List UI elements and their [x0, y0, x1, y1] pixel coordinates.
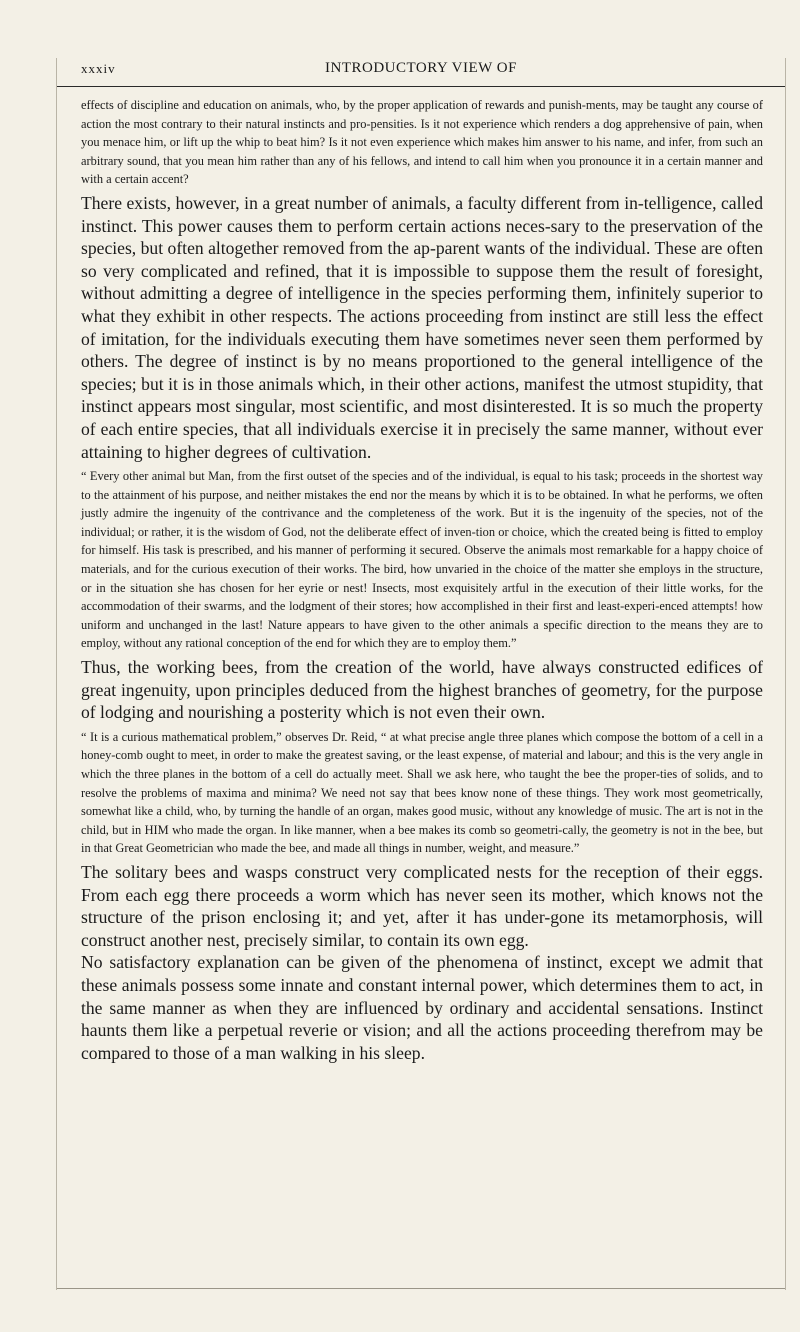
running-title: INTRODUCTORY VIEW OF	[325, 60, 517, 76]
page-header	[57, 58, 785, 87]
quotation-reid: “ It is a curious mathematical problem,” observes Dr. Reid, “ at what precise angle three planes which compose the bottom of a cell in a honey-comb ought to meet, in order to make the greatest saving, or the least expense, of material and labour; and this is the very angle in which the three planes in the bottom of a cell do actually meet. Shall we ask here, who taught the bee the proper-ties of solids, and to resolve the problems of maxima and minima? We need not say that bees know none of these things. They work most geometrically, somewhat like a child, who, by turning the handle of an organ, makes good music, without any knowledge of music. The art is not in the child, but in HIM who made the organ. In like manner, when a bee makes its comb so geometri-cally, the geometry is not in the bee, but in that Great Geometrician who made the bee, and made all things in number, weight, and measure.”	[81, 729, 763, 856]
quotation-every-animal: “ Every other animal but Man, from the first outset of the species and of the individual, is equal to his task; proceeds in the shortest way to the attainment of his purpose, and neither mistakes the end nor the means by which it is to be obtained. In what he performs, we often justly admire the ingenuity of the contrivance and the completeness of the work. But it is the ingenuity of the species, not of the individual; or rather, it is the wisdom of God, not the deliberate effect of inven-tion or choice, which the created being is fitted to employ for himself. His task is prescribed, and his manner of performing it secured. Observe the animals most remarkable for a happy choice of materials, and for the curious execution of their works. The bird, how unvaried in the choice of the matter she employs in the structure, or in the situation she has chosen for her eyrie or nest! Insects, most exquisitely artful in the execution of their little works, for the accommodation of their swarms, and the lodgment of their stores; how accomplished in their first and least-experi-enced attempts! how uniform and unchanged in the last! Nature appears to have given to the other animals a specific direction to the means they are to employ, without any rational conception of the end for which they are to employ them.”	[81, 469, 763, 651]
bottom-rule	[57, 1288, 785, 1289]
page-number: xxxiv	[81, 61, 116, 76]
page-body	[81, 96, 763, 1064]
paragraph-instinct: There exists, however, in a great number of animals, a faculty different from in-telligence, called instinct. This power causes them to perform certain actions neces-sary to the preservation of the species, but often altogether removed from the ap-parent wants of the individual. These are often so very complicated and refined, that it is impossible to suppose them the result of foresight, without admitting a degree of intelligence in the species performing them, infinitely superior to what they exhibit in other respects. The actions proceeding from instinct are still less the effect of imitation, for the individuals executing them have sometimes never seen them performed by others. The degree of instinct is by no means proportioned to the general intelligence of the species; but it is in those animals which, in their other actions, manifest the utmost stupidity, that instinct appears most singular, most scientific, and most disinterested. It is so much the property of each entire species, that all individuals exercise it in precisely the same manner, without ever attaining to higher degrees of cultivation.	[81, 192, 763, 462]
paragraph-bees: Thus, the working bees, from the creation of the world, have always constructed edifices of great ingenuity, upon principles deduced from the highest branches of geometry, for the purpose of lodging and nourishing a posterity which is not even their own.	[81, 657, 763, 723]
book-page	[56, 58, 786, 1290]
paragraph-discipline: effects of discipline and education on animals, who, by the proper application of rewards and punish-ments, may be taught any course of action the most contrary to their natural instincts and pro-pensities. Is it not experience which renders a dog apprehensive of pain, when you menace him, or lift up the whip to beat him? Is it not even experience which makes him answer to his name, and infer, from such an arbitrary sound, that you mean him rather than any of his fellows, and intend to call him when you pronounce it in a certain manner and with a certain accent?	[81, 98, 763, 187]
paragraph-solitary-bees: The solitary bees and wasps construct very complicated nests for the reception of their eggs. From each egg there proceeds a worm which has never seen its mother, which knows not the structure of the prison enclosing it; and yet, after it has under-gone its metamorphosis, will construct another nest, precisely similar, to contain its own egg.	[81, 861, 763, 950]
paragraph-explanation: No satisfactory explanation can be given of the phenomena of instinct, except we admit that these animals possess some innate and constant internal power, which determines them to act, in the same manner as when they are influenced by ordinary and accidental sensations. Instinct haunts them like a perpetual reverie or vision; and all the actions proceeding therefrom may be compared to those of a man walking in his sleep.	[81, 952, 763, 1063]
